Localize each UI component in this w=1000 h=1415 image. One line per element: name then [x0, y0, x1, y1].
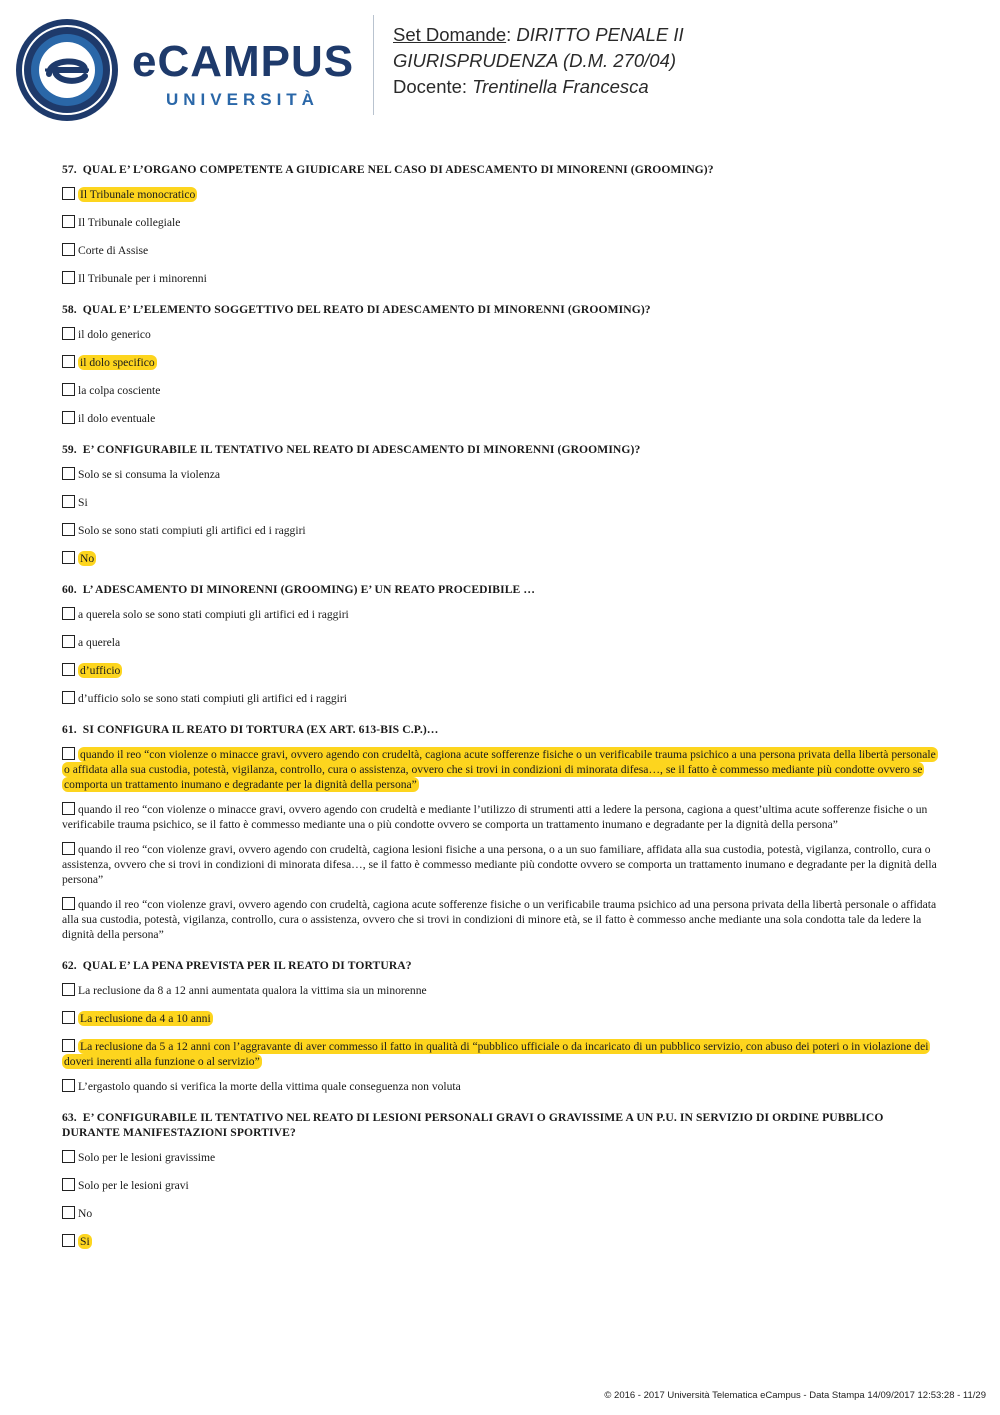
- question-block: [62, 1110, 940, 1249]
- answer-option[interactable]: [62, 897, 940, 942]
- answer-label: a querela: [78, 636, 121, 649]
- set-label: Set Domande: [393, 24, 507, 45]
- answer-option[interactable]: [62, 1178, 940, 1193]
- question-block: [62, 162, 940, 286]
- answer-option[interactable]: [62, 802, 940, 832]
- answer-option[interactable]: [62, 747, 940, 792]
- answer-option[interactable]: [62, 495, 940, 510]
- question-text: E’ CONFIGURABILE IL TENTATIVO NEL REATO DI ADESCAMENTO DI MINORENNI (GROOMING)?: [82, 443, 641, 456]
- answer-option[interactable]: [62, 983, 940, 998]
- question-title: [62, 1110, 940, 1140]
- answer-checkbox[interactable]: [62, 355, 75, 368]
- header-divider: [373, 15, 374, 115]
- brand-wordmark: eCAMPUS: [132, 37, 355, 86]
- answer-checkbox[interactable]: [62, 1011, 75, 1024]
- answer-option[interactable]: [62, 355, 940, 370]
- answer-option[interactable]: [62, 271, 940, 286]
- page-header: [0, 0, 1000, 130]
- question-title: [62, 722, 940, 737]
- answer-checkbox[interactable]: [62, 215, 75, 228]
- question-title: [62, 958, 940, 973]
- question-block: [62, 958, 940, 1094]
- answer-checkbox[interactable]: [62, 635, 75, 648]
- answer-checkbox[interactable]: [62, 1150, 75, 1163]
- answer-option[interactable]: [62, 691, 940, 706]
- answer-checkbox[interactable]: [62, 551, 75, 564]
- question-text: QUAL E’ LA PENA PREVISTA PER IL REATO DI TORTURA?: [82, 959, 412, 972]
- answer-option[interactable]: [62, 523, 940, 538]
- answer-label-highlighted: Il Tribunale monocratico: [80, 188, 196, 201]
- question-block: [62, 302, 940, 426]
- answer-label: La reclusione da 8 a 12 anni aumentata qualora la vittima sia un minorenne: [78, 984, 427, 997]
- answer-checkbox[interactable]: [62, 243, 75, 256]
- answer-label: quando il reo “con violenze o minacce gravi, ovvero agendo con crudeltà e mediante l’utilizzo di strumenti atti a ledere la persona, cagiona a quest’ultima acute sofferenze fisiche o un verificabile trauma psichico, se il fatto è commesso mediante una o più condotte ovvero se comporta un trattamento inumano e degradante per la dignità della persona”: [62, 803, 928, 831]
- answer-checkbox[interactable]: [62, 271, 75, 284]
- answer-label: quando il reo “con violenze gravi, ovvero agendo con crudeltà, cagiona acute sofferenze fisiche o un verificabile trauma psichico ad una persona privata della libertà personale o affidata alla sua custodia, potestà, vigilanza, controllo, cura o assistenza, ovvero che si trovi in condizioni di minore età, se il fatto è commesso anche mediante una sola condotta tale da ledere la dignità della persona”: [62, 898, 937, 941]
- answer-checkbox[interactable]: [62, 383, 75, 396]
- answer-option[interactable]: [62, 327, 940, 342]
- answer-option[interactable]: [62, 551, 940, 566]
- question-text: SI CONFIGURA IL REATO DI TORTURA (EX ART. 613-BIS C.P.)…: [82, 723, 439, 736]
- answer-label-highlighted: La reclusione da 4 a 10 anni: [80, 1012, 211, 1025]
- question-list: [62, 162, 940, 1265]
- question-number: 59.: [62, 443, 77, 456]
- answer-option[interactable]: [62, 187, 940, 202]
- answer-option[interactable]: [62, 1234, 940, 1249]
- answer-option[interactable]: [62, 635, 940, 650]
- answer-option[interactable]: [62, 1150, 940, 1165]
- question-number: 61.: [62, 723, 77, 736]
- answer-checkbox[interactable]: [62, 1234, 75, 1247]
- answer-label: No: [78, 1207, 93, 1220]
- question-number: 63.: [62, 1111, 77, 1124]
- answer-option[interactable]: [62, 467, 940, 482]
- answer-label-highlighted: quando il reo “con violenze o minacce gravi, ovvero agendo con crudeltà, cagiona acute sofferenze fisiche o un verificabile trauma psichico a una persona privata della libertà personale o affidata alla sua custodia, potestà, vigilanza, controllo, cura o assistenza, ovvero che si trovi in condizioni di minorata difesa…, se il fatto è commesso mediante più condotte ovvero se comporta un trattamento inumano e degradante per la dignità della persona”: [64, 748, 936, 791]
- question-block: [62, 722, 940, 942]
- answer-checkbox[interactable]: [62, 495, 75, 508]
- answer-label: Solo per le lesioni gravi: [78, 1179, 189, 1192]
- question-number: 57.: [62, 163, 77, 176]
- ecampus-seal-logo: [15, 18, 119, 122]
- answer-option[interactable]: [62, 215, 940, 230]
- answer-checkbox[interactable]: [62, 187, 75, 200]
- answer-option[interactable]: [62, 243, 940, 258]
- answer-checkbox[interactable]: [62, 747, 75, 760]
- question-text: QUAL E’ L’ORGANO COMPETENTE A GIUDICARE NEL CASO DI ADESCAMENTO DI MINORENNI (GROOMING)?: [82, 163, 714, 176]
- answer-label: quando il reo “con violenze gravi, ovvero agendo con crudeltà, cagiona lesioni fisiche a una persona, o a un suo familiare, affidata alla sua custodia, potestà, vigilanza, controllo, cura o assistenza, ovvero che si trovi in condizioni di minorata difesa…, se il fatto è commesso mediante più condotte ovvero se comporta un trattamento inumano e degradante per la dignità della persona”: [62, 843, 937, 886]
- question-number: 62.: [62, 959, 77, 972]
- answer-checkbox[interactable]: [62, 1039, 75, 1052]
- answer-option[interactable]: [62, 383, 940, 398]
- answer-label: Solo se sono stati compiuti gli artifici ed i raggiri: [78, 524, 306, 537]
- question-text: E’ CONFIGURABILE IL TENTATIVO NEL REATO DI LESIONI PERSONALI GRAVI O GRAVISSIME A UN P.U. IN SERVIZIO DI ORDINE PUBBLICO DURANTE MANIFESTAZIONI SPORTIVE?: [62, 1111, 884, 1139]
- answer-label: la colpa cosciente: [78, 384, 161, 397]
- answer-checkbox[interactable]: [62, 607, 75, 620]
- answer-label-highlighted: d’ufficio: [80, 664, 121, 677]
- answer-checkbox[interactable]: [62, 663, 75, 676]
- answer-label: Solo se si consuma la violenza: [78, 468, 220, 481]
- answer-checkbox[interactable]: [62, 983, 75, 996]
- answer-label: Solo per le lesioni gravissime: [78, 1151, 216, 1164]
- answer-label: Corte di Assise: [78, 244, 149, 257]
- answer-checkbox[interactable]: [62, 1178, 75, 1191]
- answer-checkbox[interactable]: [62, 467, 75, 480]
- answer-checkbox[interactable]: [62, 327, 75, 340]
- course-info: [393, 22, 684, 100]
- answer-option[interactable]: [62, 842, 940, 887]
- question-text: L’ ADESCAMENTO DI MINORENNI (GROOMING) E’ UN REATO PROCEDIBILE …: [82, 583, 536, 596]
- answer-option[interactable]: [62, 1039, 940, 1069]
- answer-label: Si: [78, 496, 88, 509]
- answer-checkbox[interactable]: [62, 842, 75, 855]
- docente-line: [393, 74, 684, 100]
- set-line: Set Domande: DIRITTO PENALE II: [393, 24, 684, 45]
- answer-option[interactable]: [62, 1206, 940, 1221]
- answer-label-highlighted: La reclusione da 5 a 12 anni con l’aggravante di aver commesso il fatto in qualità di “pubblico ufficiale o da incaricato di un pubblico servizio, con abuso dei poteri o in violazione dei doveri inerenti alla funzione o al servizio”: [64, 1040, 929, 1068]
- answer-checkbox[interactable]: [62, 691, 75, 704]
- question-block: [62, 442, 940, 566]
- answer-label: il dolo generico: [78, 328, 151, 341]
- answer-label: Il Tribunale per i minorenni: [78, 272, 207, 285]
- answer-checkbox[interactable]: [62, 802, 75, 815]
- question-block: [62, 582, 940, 706]
- answer-option[interactable]: [62, 607, 940, 622]
- answer-checkbox[interactable]: [62, 523, 75, 536]
- course-value: GIURISPRUDENZA (D.M. 270/04): [393, 50, 677, 71]
- answer-checkbox[interactable]: [62, 897, 75, 910]
- brand-subtitle: UNIVERSITÀ: [166, 90, 319, 109]
- answer-label: il dolo eventuale: [78, 412, 156, 425]
- question-title: [62, 582, 940, 597]
- question-title: [62, 302, 940, 317]
- answer-label: d’ufficio solo se sono stati compiuti gli artifici ed i raggiri: [78, 692, 347, 705]
- answer-checkbox[interactable]: [62, 411, 75, 424]
- question-title: [62, 162, 940, 177]
- answer-option[interactable]: [62, 1079, 940, 1094]
- set-value: DIRITTO PENALE II: [516, 24, 684, 45]
- answer-label-highlighted: il dolo specifico: [80, 356, 155, 369]
- question-title: [62, 442, 940, 457]
- answer-label: a querela solo se sono stati compiuti gli artifici ed i raggiri: [78, 608, 349, 621]
- question-number: 60.: [62, 583, 77, 596]
- question-text: QUAL E’ L’ELEMENTO SOGGETTIVO DEL REATO DI ADESCAMENTO DI MINORENNI (GROOMING)?: [82, 303, 651, 316]
- answer-checkbox[interactable]: [62, 1079, 75, 1092]
- question-number: 58.: [62, 303, 77, 316]
- answer-option[interactable]: [62, 663, 940, 678]
- docente-value: Trentinella Francesca: [472, 76, 649, 97]
- answer-checkbox[interactable]: [62, 1206, 75, 1219]
- answer-label-highlighted: Si: [80, 1235, 90, 1248]
- answer-label: L’ergastolo quando si verifica la morte della vittima quale conseguenza non voluta: [78, 1080, 461, 1093]
- course-line: [393, 48, 684, 74]
- answer-option[interactable]: [62, 411, 940, 426]
- answer-label-highlighted: No: [80, 552, 95, 565]
- answer-label: Il Tribunale collegiale: [78, 216, 181, 229]
- page-footer: © 2016 - 2017 Università Telematica eCampus - Data Stampa 14/09/2017 12:53:28 - 11/29: [604, 1390, 986, 1401]
- docente-label: Docente:: [393, 76, 468, 97]
- answer-option[interactable]: [62, 1011, 940, 1026]
